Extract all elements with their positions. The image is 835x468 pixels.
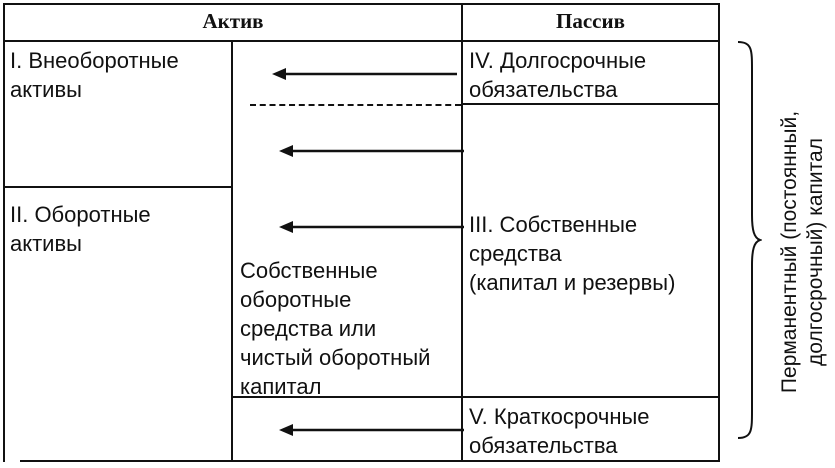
outer-border-right bbox=[718, 3, 720, 462]
permanent-capital-brace bbox=[732, 40, 762, 440]
permanent-capital-label bbox=[766, 40, 835, 465]
non-current-assets-label: I. Внеоборотные активы bbox=[10, 48, 179, 102]
long-term-dashed-separator bbox=[250, 104, 461, 106]
side-label-line1: Перманентный (постоянный, bbox=[778, 110, 801, 394]
arrow-equity-lower bbox=[279, 217, 464, 237]
arrow-short-term bbox=[279, 420, 464, 440]
outer-border-left bbox=[3, 3, 5, 462]
current-assets-label: II. Оборотные активы bbox=[10, 202, 151, 256]
arrow-long-term bbox=[272, 64, 457, 84]
long-term-liabilities-label: IV. Долгосрочные обязательства bbox=[469, 48, 647, 102]
liabilities-header: Пассив bbox=[556, 9, 625, 33]
assets-header: Актив bbox=[202, 9, 264, 33]
assets-inner-divider bbox=[231, 40, 233, 462]
equity-label: III. Собственные средства (капитал и резервы) bbox=[469, 212, 676, 295]
outer-border-bottom bbox=[20, 460, 720, 462]
working-capital-label: Собственные оборотные средства или чистый оборотный капитал bbox=[240, 258, 431, 399]
side-label-line2: долгосрочный) капитал bbox=[804, 138, 827, 366]
non-current-assets-bottom bbox=[3, 186, 233, 188]
short-term-liabilities-label: V. Краткосрочные обязательства bbox=[469, 404, 650, 458]
arrow-equity-upper bbox=[279, 141, 464, 161]
